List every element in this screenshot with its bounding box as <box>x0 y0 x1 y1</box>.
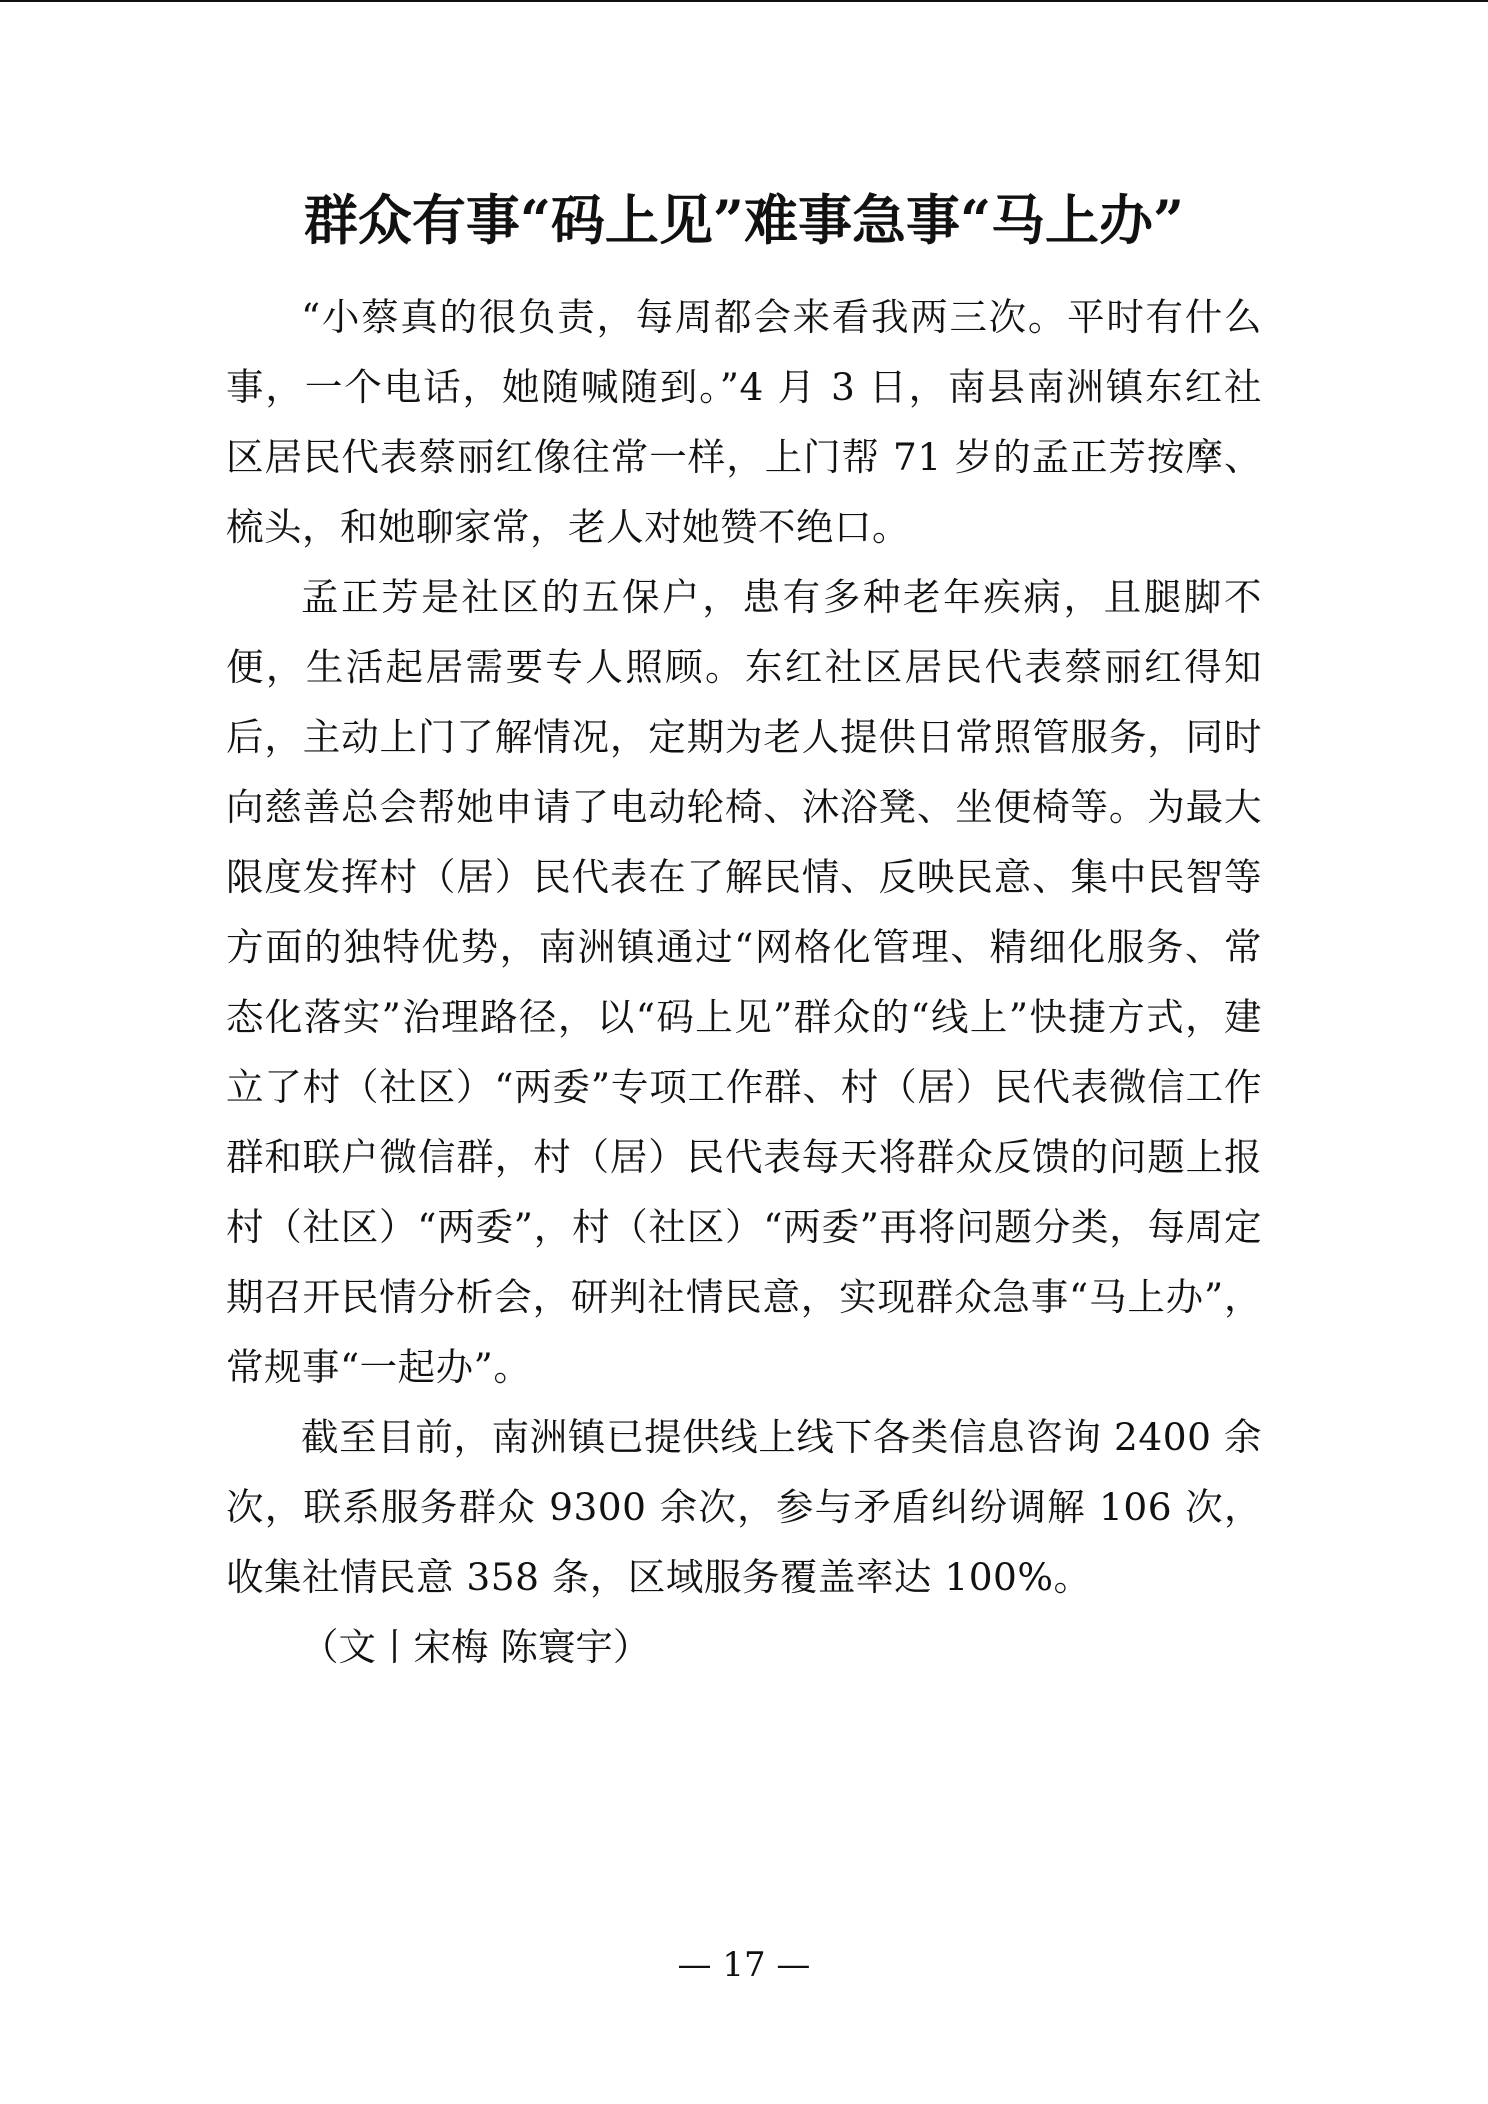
paragraph-statistics: 截至目前，南洲镇已提供线上线下各类信息咨询 2400 余次，联系服务群众 9300 余次，参与矛盾纠纷调解 106 次，收集社情民意 358 条，区域服务覆盖率达 100%。 <box>226 1415 1262 1599</box>
paragraph-intro: “小蔡真的很负责，每周都会来看我两三次。平时有什么事，一个电话，她随喊随到。”4 月 3 日，南县南洲镇东红社区居民代表蔡丽红像往常一样，上门帮 71 岁的孟正芳按摩、梳头，和她聊家常，老人对她赞不绝口。 <box>226 295 1262 549</box>
paragraph-details: 孟正芳是社区的五保户，患有多种老年疾病，且腿脚不便，生活起居需要专人照顾。东红社区居民代表蔡丽红得知后，主动上门了解情况，定期为老人提供日常照管服务，同时向慈善总会帮她申请了电动轮椅、沐浴凳、坐便椅等。为最大限度发挥村（居）民代表在了解民情、反映民意、集中民智等方面的独特优势，南洲镇通过“网格化管理、精细化服务、常态化落实”治理路径，以“码上见”群众的“线上”快捷方式，建立了村（社区）“两委”专项工作群、村（居）民代表微信工作群和联户微信群，村（居）民代表每天将群众反馈的问题上报村（社区）“两委”，村（社区）“两委”再将问题分类，每周定期召开民情分析会，研判社情民意，实现群众急事“马上办”，常规事“一起办”。 <box>226 575 1262 1389</box>
page-number: — 17 — <box>677 1945 811 1985</box>
article-title: 群众有事“码上见”难事急事“马上办” <box>303 188 1185 252</box>
article-body <box>226 282 1262 1682</box>
author-byline: （文丨宋梅 陈寰宇） <box>301 1625 651 1669</box>
